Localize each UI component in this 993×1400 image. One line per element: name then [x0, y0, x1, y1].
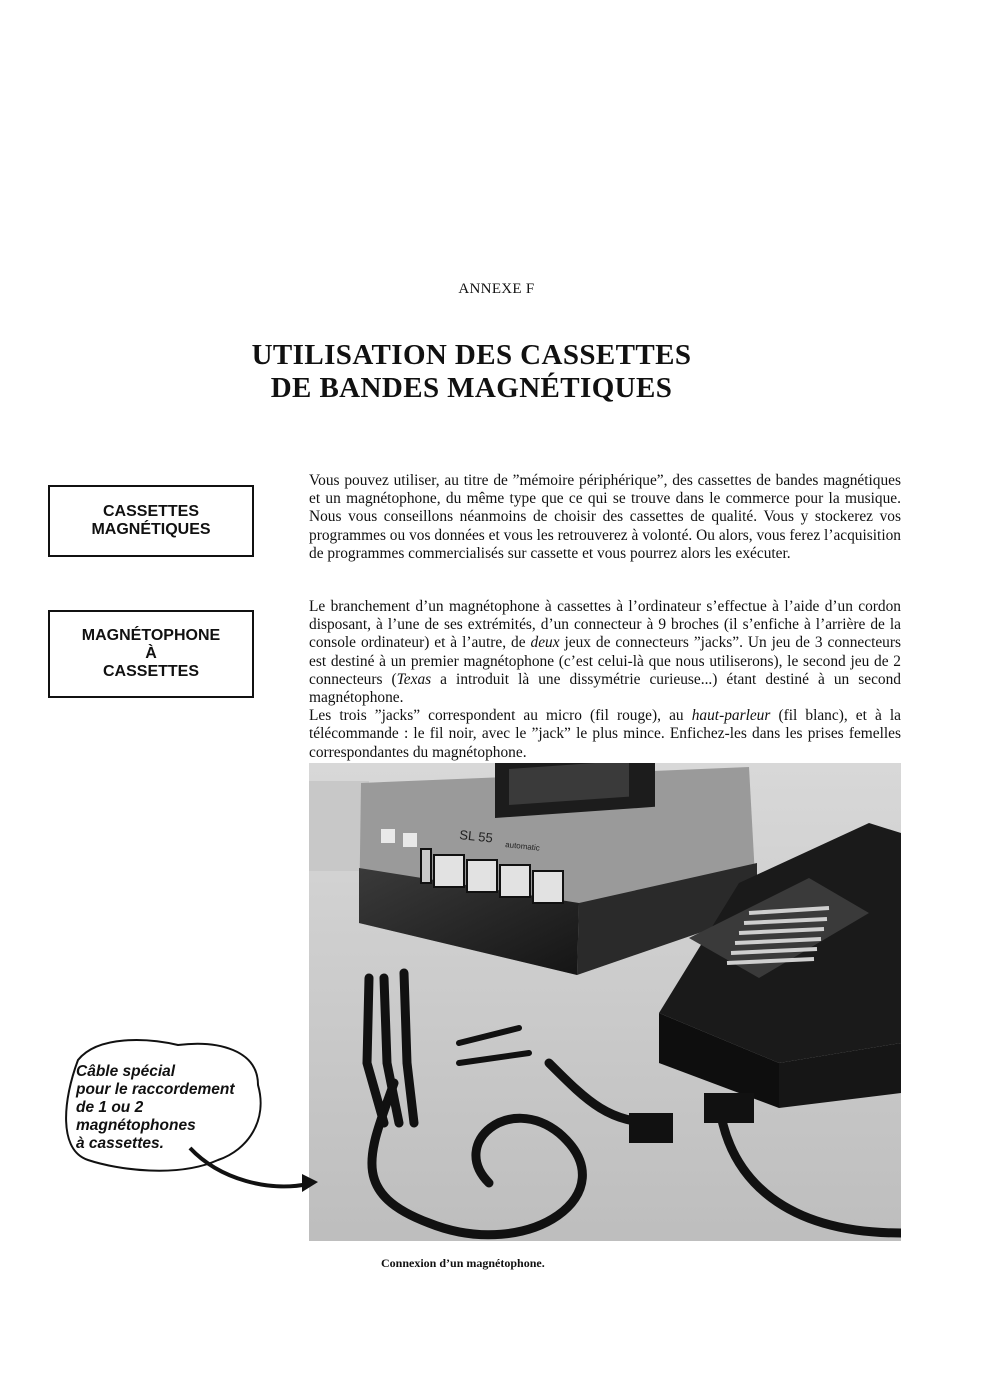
- recorder-model-sublabel: automatic: [504, 840, 541, 853]
- photo-cassette-connection: [309, 763, 901, 1251]
- emphasis: deux: [530, 634, 560, 652]
- paragraph-text: [309, 707, 901, 762]
- sidebar-box-line: CASSETTES: [102, 503, 199, 520]
- body-paragraph-2: [309, 598, 901, 762]
- body-paragraph-1: [309, 472, 901, 563]
- paragraph-text: Vous pouvez utiliser, au titre de ”mémoire périphérique”, des cassettes de bandes magnétiques et un magnétophone, du même type que ce qui se trouve dans le commerce pour la musique. Nous vous conseillons néanmoins de choisir des cassettes de qualité. Vous y stockerez vos programmes ou vos données et vous les retrouverez à volonté. Ou alors, vous ferez l’acquisition de programmes commercialisés sur cassette et vous pourrez alors les exécuter.: [309, 472, 901, 562]
- photo-illustration: [309, 763, 901, 1251]
- callout-line: magnétophones: [76, 1117, 196, 1134]
- text-run: a introduit là une dissymétrie curieuse...) étant destiné à un second magnétophone.: [309, 670, 901, 707]
- paragraph-text: [309, 598, 901, 707]
- sidebar-box-cassettes: [48, 485, 254, 557]
- emphasis: haut-parleur: [691, 707, 771, 725]
- title-line-1: UTILISATION DES CASSETTES: [251, 339, 692, 371]
- text-run: Le branchement d’un magnétophone à cassettes à l’ordinateur s’effectue à l’aide d’un cordon disposant, à l’une de ses extrémités, d’un connecteur à 9 broches (il s’enfiche à l’arrière de la console ordinateur) et à l’autre, de: [309, 598, 901, 652]
- title-line-2: DE BANDES MAGNÉTIQUES: [270, 372, 673, 404]
- sidebar-box-magnetophone: [48, 610, 254, 698]
- sidebar-box-line: À: [145, 645, 157, 662]
- sidebar-box-line: MAGNÉTIQUES: [91, 521, 211, 538]
- text-run: Les trois ”jacks” correspondent au micro (fil rouge), au: [309, 707, 692, 725]
- callout-arrow: [180, 1140, 320, 1200]
- photo-caption: Connexion d’un magnétophone.: [381, 1256, 545, 1270]
- page-title: [0, 339, 943, 405]
- emphasis: Texas: [396, 670, 432, 688]
- callout-line: à cassettes.: [76, 1135, 164, 1152]
- annex-label: ANNEXE F: [458, 281, 535, 297]
- text-run: jeux de connecteurs ”jacks”. Un jeu de 3 connecteurs est destiné à un premier magnétophone (c’est celui-là que nous utiliserons), le second jeu de 2 connecteurs (: [309, 634, 901, 688]
- callout-line: de 1 ou 2: [76, 1099, 144, 1116]
- callout-line: Câble spécial: [76, 1063, 176, 1080]
- text-run: (fil blanc), et à la télécommande : le fil noir, avec le ”jack” le plus mince. Enfichez-les dans les prises femelles correspondantes du magnétophone.: [309, 707, 902, 761]
- recorder-model-label: SL 55: [458, 827, 494, 846]
- sidebar-box-line: MAGNÉTOPHONE: [81, 627, 221, 644]
- callout-line: pour le raccordement: [76, 1081, 235, 1098]
- sidebar-box-line: CASSETTES: [102, 663, 199, 680]
